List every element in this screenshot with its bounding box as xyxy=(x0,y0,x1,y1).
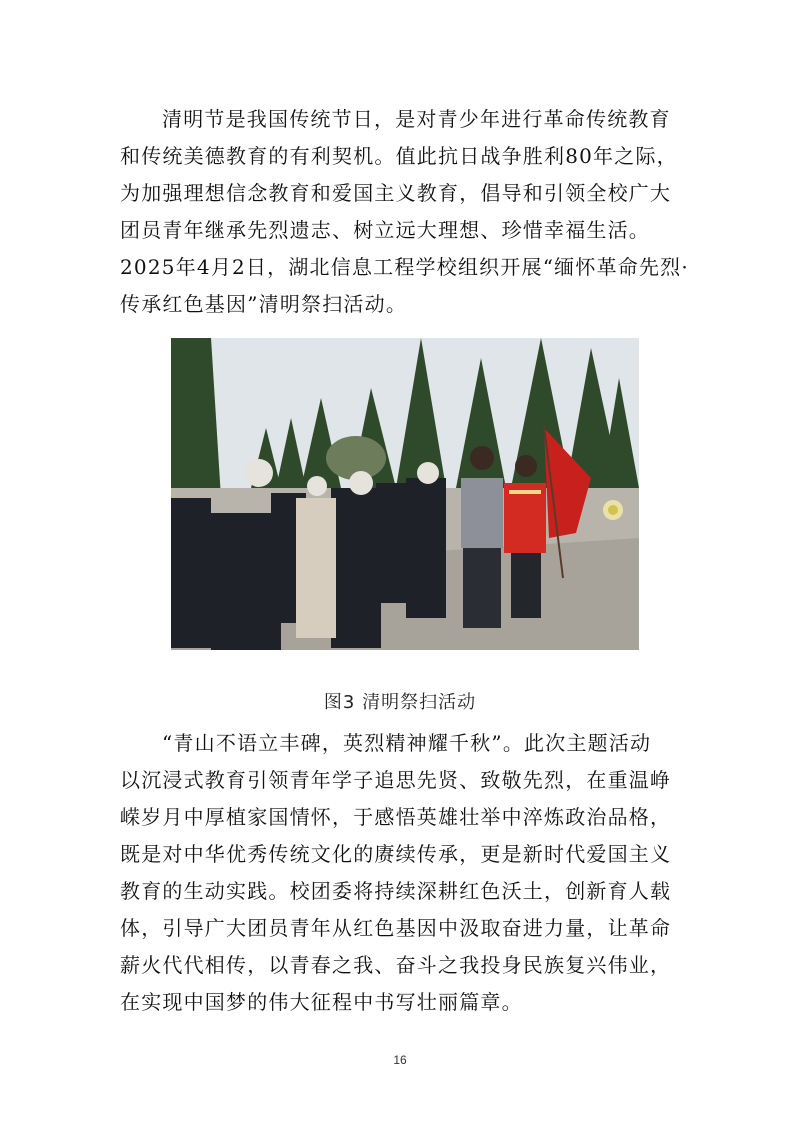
text-line: 薪火代代相传，以青春之我、奋斗之我投身民族复兴伟业， xyxy=(120,953,672,977)
text-line: 以沉浸式教育引领青年学子追思先贤、致敬先烈，在重温峥 xyxy=(120,768,672,792)
page-number: 16 xyxy=(393,1053,407,1067)
text-line: 为加强理想信念教育和爱国主义教育，倡导和引领全校广大 xyxy=(120,181,672,205)
text-line: 嵘岁月中厚植家国情怀，于感悟英雄壮举中淬炼政治品格， xyxy=(120,805,672,829)
text-line: 团员青年继承先烈遗志、树立远大理想、珍惜幸福生活。 xyxy=(120,218,650,242)
paragraph-conclusion xyxy=(120,725,680,1021)
text-line: 既是对中华优秀传统文化的赓续传承，更是新时代爱国主义 xyxy=(120,842,672,866)
figure-caption: 图3 清明祭扫活动 xyxy=(323,692,477,713)
event-photo xyxy=(171,338,639,650)
text-line: 清明节是我国传统节日，是对青少年进行革命传统教育 xyxy=(162,107,671,131)
text-line: 2025年4月2日，湖北信息工程学校组织开展“缅怀革命先烈· xyxy=(120,255,689,279)
text-line: 在实现中国梦的伟大征程中书写壮丽篇章。 xyxy=(120,990,523,1014)
text-line: 和传统美德教育的有利契机。值此抗日战争胜利80年之际， xyxy=(120,144,678,168)
text-line: 教育的生动实践。校团委将持续深耕红色沃土，创新育人载 xyxy=(120,879,672,903)
text-line: “青山不语立丰碑，英烈精神耀千秋”。此次主题活动 xyxy=(162,731,652,755)
text-line: 体，引导广大团员青年从红色基因中汲取奋进力量，让革命 xyxy=(120,916,672,940)
paragraph-intro xyxy=(120,101,689,323)
text-line: 传承红色基因”清明祭扫活动。 xyxy=(120,292,408,316)
